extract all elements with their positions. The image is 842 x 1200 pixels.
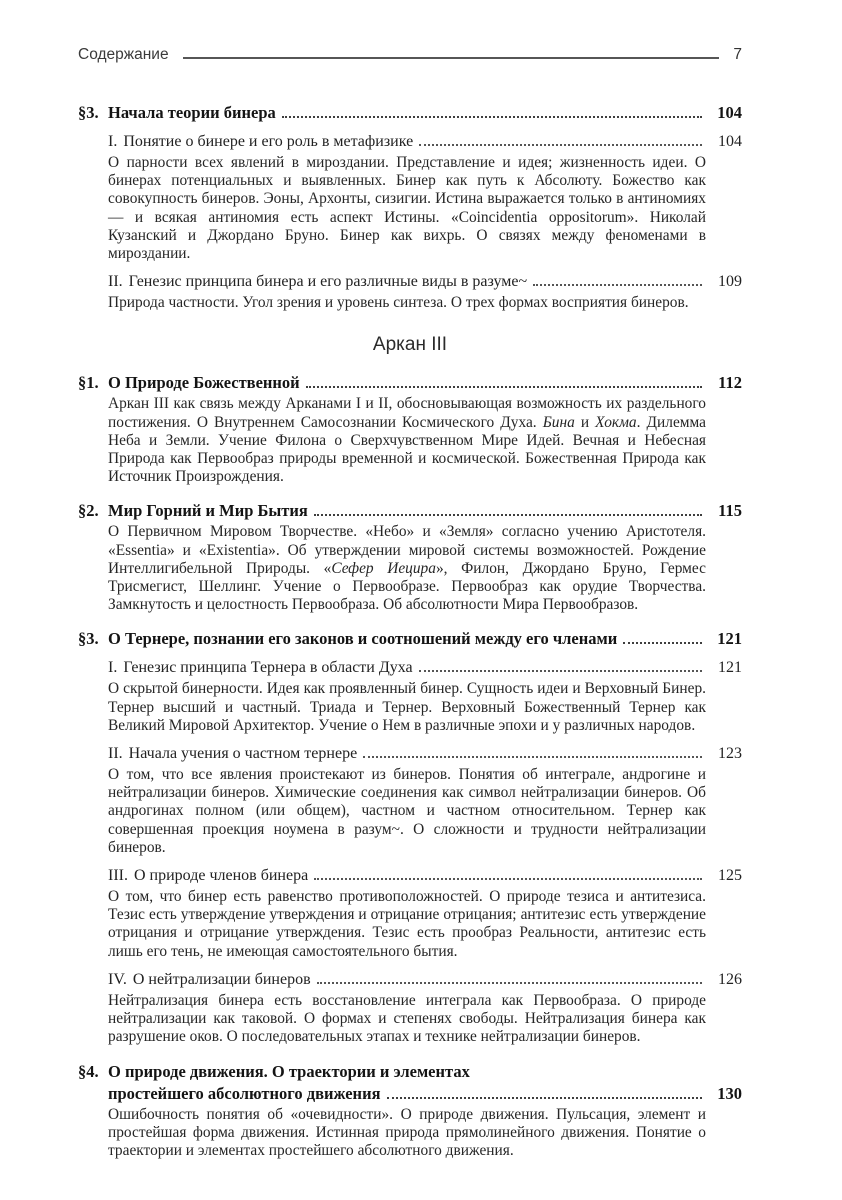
entry-number: III. xyxy=(108,867,128,885)
entry-page-number: 123 xyxy=(718,745,742,763)
entry-annotation: Ошибочность понятия об «очевидности». О природе движения. Пульсация, элемент и простейшая форма движения. Истинная природа прямолинейного движения. Понятие о траектории и элементах простейшего абсолютного движения. xyxy=(108,1105,706,1159)
entry-title: Начала теории бинера xyxy=(108,103,276,122)
running-header xyxy=(78,46,742,64)
part-heading: Аркан III xyxy=(372,334,448,356)
header-rule xyxy=(183,57,720,59)
entry-title: О Природе Божественной xyxy=(108,373,300,393)
toc-entry xyxy=(108,271,742,292)
toc-entry-continuation xyxy=(78,1083,742,1104)
entry-title-line2: простейшего абсолютного движения xyxy=(108,1083,381,1103)
toc-entry xyxy=(78,500,742,521)
running-header-title: Содержание xyxy=(78,46,169,63)
entry-annotation: Аркан III как связь между Арканами I и II, обосновывающая возможность их раздельного постижения. О Внутреннем Самосознании Космического Духа. Бина и Хокма. Дилемма Неба и Земли. Учение Филона о Сверхчувственном Мире Идей. Вечная и Небесная Природа как Первообраз природы временной и космической. Божественная Природа как Источник Произрождения. xyxy=(108,395,706,486)
entry-title: Понятие о бинере и его роль в метафизике xyxy=(123,133,414,150)
entry-number: §1. xyxy=(78,373,99,393)
toc-entry xyxy=(78,102,742,123)
entry-page-number: 115 xyxy=(718,501,742,521)
entry-annotation: О том, что все явления проистекают из бинеров. Понятия об интеграле, андрогине и нейтрализации бинеров. Химические соединения как символ нейтрализации бинеров. Об андрогинах полном (или общем), частном и частном относительном. Тернер как совершенная проекция ноумена в разум~. О сложности и трудности нейтрализации бинеров. xyxy=(108,766,706,856)
dot-leader xyxy=(314,878,702,880)
dot-leader xyxy=(317,982,702,984)
entry-page-number: 126 xyxy=(718,970,742,988)
entry-page-number: 104 xyxy=(717,103,742,122)
entry-page-number: 112 xyxy=(718,373,742,393)
toc-entry xyxy=(108,657,742,678)
table-of-contents xyxy=(78,64,742,1160)
entry-page-number: 125 xyxy=(718,867,742,885)
dot-leader xyxy=(363,756,702,758)
entry-page-number: 130 xyxy=(717,1083,742,1103)
toc-entry xyxy=(108,969,742,990)
dot-leader xyxy=(419,670,702,672)
dot-leader xyxy=(306,386,702,388)
toc-entry xyxy=(78,628,742,649)
entry-number: II. xyxy=(108,745,123,763)
entry-annotation: О парности всех явлений в мироздании. Представление и идея; жизненность идеи. О бинерах потенциальных и выявленных. Бинер как путь к Абсолюту. Божество как совокупность бинеров. Эоны, Архонты, сизигии. Истина выражается только в антиномиях — и всякая антиномия есть аспект Истины. «Coincidentia oppositorum». Николай Кузанский и Джордано Бруно. Бинер как вихрь. О связях между феноменами в мироздании. xyxy=(108,154,706,263)
dot-leader xyxy=(282,116,702,118)
dot-leader xyxy=(623,642,702,644)
entry-page-number: 104 xyxy=(718,133,742,150)
entry-page-number: 109 xyxy=(718,273,742,291)
toc-entry xyxy=(108,865,742,886)
entry-number: §3. xyxy=(78,103,99,122)
entry-annotation: Природа частности. Угол зрения и уровень синтеза. О трех формах восприятия бинеров. xyxy=(108,294,689,312)
entry-annotation: Нейтрализация бинера есть восстановление интеграла как Первообраза. О природе нейтрализации как таковой. О формах и степенях свободы. Нейтрализация бинера как разрушение оков. О последовательных этапах и технике нейтрализации бинеров. xyxy=(108,991,706,1046)
entry-title: Генезис принципа Тернера в области Духа xyxy=(123,659,413,677)
entry-title: О нейтрализации бинеров xyxy=(132,970,311,988)
entry-number: §3. xyxy=(78,629,99,649)
entry-number: §2. xyxy=(78,501,99,521)
entry-title: Генезис принципа бинера и его различные виды в разуме~ xyxy=(128,273,528,291)
dot-leader xyxy=(419,144,702,146)
entry-annotation: О скрытой бинерности. Идея как проявленный бинер. Сущность идеи и Верховный Бинер. Тернер высший и частный. Триада и Тернер. Верховный Божественный Тернер как Великий Мировой Архитектор. Учение о Нем в различные эпохи и у различных народов. xyxy=(108,680,706,734)
entry-page-number: 121 xyxy=(717,629,742,649)
entry-title: Мир Горний и Мир Бытия xyxy=(108,501,308,521)
dot-leader xyxy=(387,1097,703,1099)
entry-number: §4. xyxy=(78,1061,99,1081)
entry-annotation: О том, что бинер есть равенство противоположностей. О природе тезиса и антитезиса. Тезис есть утверждение утверждения и отрицание отрицания; антитезис есть утверждение отрицания и отрицание утверждения. Тезис есть прообраз Реальности, антитезис есть лишь его тень, не имеющая самостоятельного бытия. xyxy=(108,888,706,960)
toc-entry xyxy=(108,743,742,764)
entry-annotation: О Первичном Мировом Творчестве. «Небо» и «Земля» согласно учению Аристотеля. «Essentia» и «Existentia». Об утверждении мировой системы возможностей. Рождение Интеллигибельной Природы. «Сефер Иецира», Филон, Джордано Бруно, Гермес Трисмегист, Шеллинг. Учение о Первообразе. Первообраз как орудие Творчества. Замкнутость и целостность Первообраза. Об абсолютности Мира Первообразов. xyxy=(108,523,706,614)
entry-number: I. xyxy=(108,659,118,677)
dot-leader xyxy=(533,284,702,286)
entry-page-number: 121 xyxy=(718,659,742,677)
entry-title: О природе членов бинера xyxy=(133,867,309,885)
toc-entry xyxy=(78,372,742,393)
dot-leader xyxy=(314,514,702,516)
toc-entry xyxy=(108,131,742,152)
entry-number: IV. xyxy=(108,970,127,988)
entry-number: II. xyxy=(108,273,123,291)
entry-title: Начала учения о частном тернере xyxy=(128,745,358,763)
entry-title-line1: О природе движения. О траектории и элементах xyxy=(108,1061,470,1081)
entry-number: I. xyxy=(108,133,118,150)
entry-title: О Тернере, познании его законов и соотношений между его членами xyxy=(108,629,618,649)
toc-entry xyxy=(78,1061,742,1082)
page-number: 7 xyxy=(733,46,742,63)
